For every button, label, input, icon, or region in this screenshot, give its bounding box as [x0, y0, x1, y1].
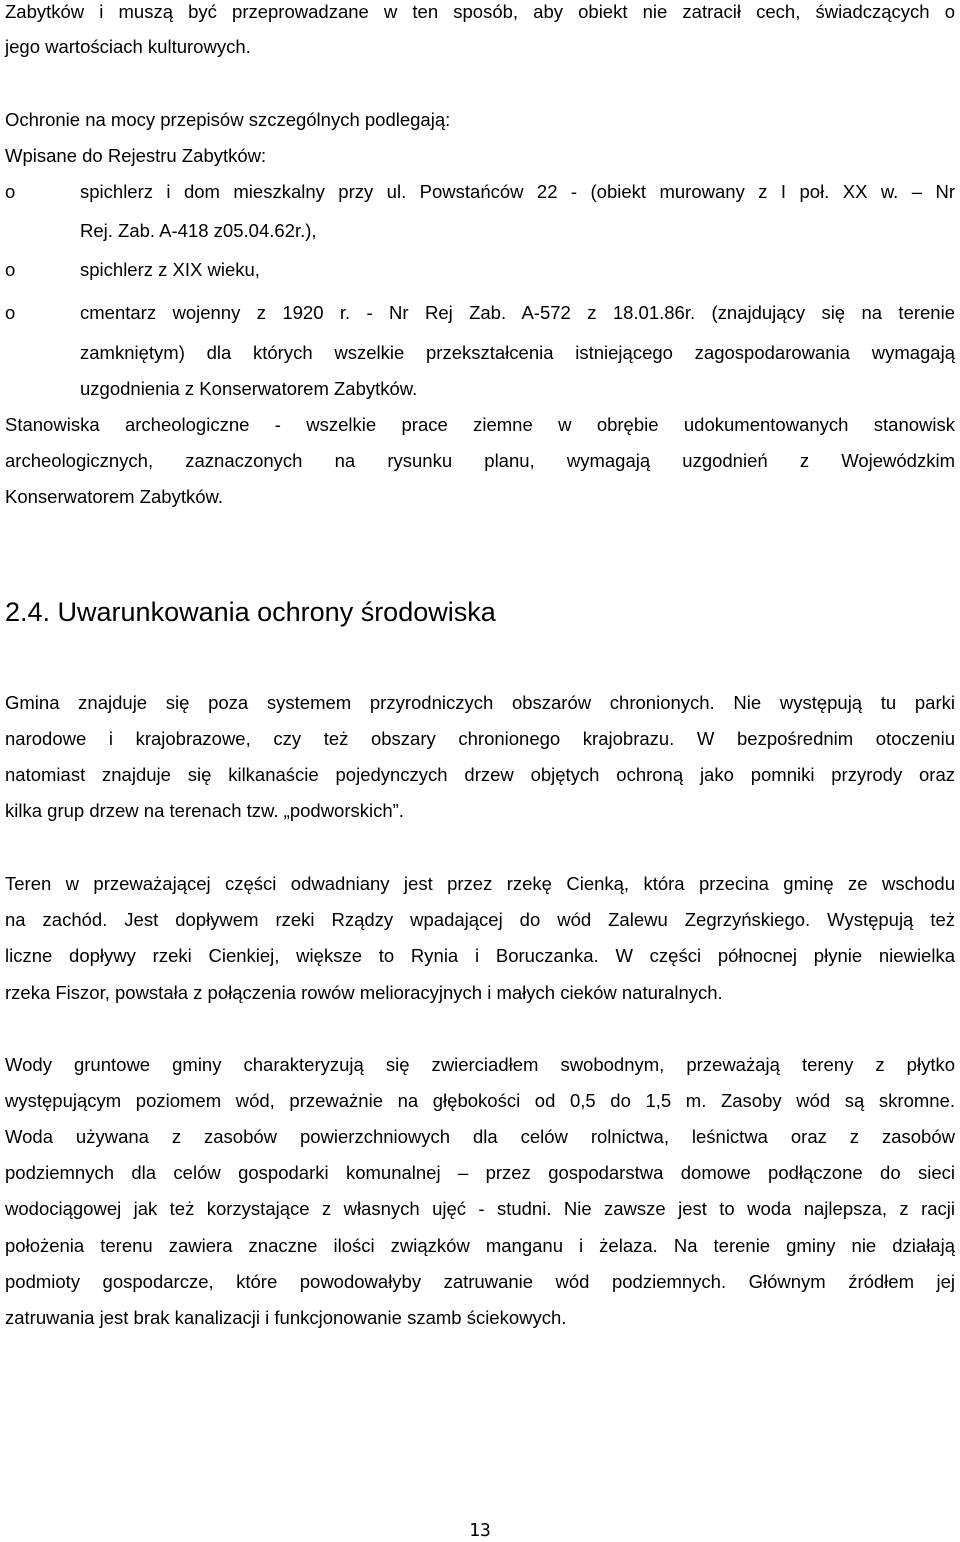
- p1-line-1: Gmina znajduje się poza systemem przyrodniczych obszarów chronionych. Nie występują tu parki: [5, 692, 955, 713]
- p1-line-3: natomiast znajduje się kilkanaście pojedynczych drzew objętych ochroną jako pomniki przyrody oraz: [5, 764, 955, 785]
- bullet-marker: o: [5, 259, 16, 280]
- p3-line-8: zatruwania jest brak kanalizacji i funkcjonowanie szamb ściekowych.: [5, 1307, 567, 1328]
- p3-line-7: podmioty gospodarcze, które powodowałyby zatruwanie wód podziemnych. Głównym źródłem jej: [5, 1271, 955, 1292]
- intro-line-2: jego wartościach kulturowych.: [5, 36, 251, 57]
- p3-line-2: występującym poziomem wód, przeważnie na głębokości od 0,5 do 1,5 m. Zasoby wód są skromne.: [5, 1090, 955, 1111]
- bullet-3-line-1: cmentarz wojenny z 1920 r. - Nr Rej Zab. A-572 z 18.01.86r. (znajdujący się na terenie: [80, 302, 955, 323]
- p2-line-3: liczne dopływy rzeki Cienkiej, większe to Rynia i Boruczanka. W części północnej płynie niewielka: [5, 945, 955, 966]
- bullet-1-line-2: Rej. Zab. A-418 z05.04.62r.),: [80, 220, 317, 241]
- archeology-line-1: Stanowiska archeologiczne - wszelkie prace ziemne w obrębie udokumentowanych stanowisk: [5, 414, 955, 435]
- bullet-marker: o: [5, 302, 16, 323]
- p3-line-5: wodociągowej jak też korzystające z własnych ujęć - studni. Nie zawsze jest to woda najlepsza, z racji: [5, 1198, 955, 1219]
- section-heading: 2.4. Uwarunkowania ochrony środowiska: [5, 597, 496, 627]
- p2-line-4: rzeka Fiszor, powstała z połączenia rowów melioracyjnych i małych cieków naturalnych.: [5, 982, 723, 1003]
- p3-line-1: Wody gruntowe gminy charakteryzują się zwierciadłem swobodnym, przeważają tereny z płytko: [5, 1054, 955, 1075]
- p1-line-2: narodowe i krajobrazowe, czy też obszary chronionego krajobrazu. W bezpośrednim otoczeniu: [5, 728, 955, 749]
- bullet-2: spichlerz z XIX wieku,: [80, 259, 260, 280]
- p3-line-6: położenia terenu zawiera znaczne ilości związków manganu i żelaza. Na terenie gminy nie działają: [5, 1235, 955, 1256]
- p1-line-4: kilka grup drzew na terenach tzw. „podworskich”.: [5, 800, 404, 821]
- archeology-line-3: Konserwatorem Zabytków.: [5, 486, 223, 507]
- archeology-line-2: archeologicznych, zaznaczonych na rysunku planu, wymagają uzgodnień z Wojewódzkim: [5, 450, 955, 471]
- bullet-marker: o: [5, 181, 16, 202]
- bullet-3-line-3: uzgodnienia z Konserwatorem Zabytków.: [80, 378, 418, 399]
- p2-line-1: Teren w przeważającej części odwadniany jest przez rzekę Cienką, która przecina gminę ze wschodu: [5, 873, 955, 894]
- p2-line-2: na zachód. Jest dopływem rzeki Rządzy wpadającej do wód Zalewu Zegrzyńskiego. Występują też: [5, 909, 955, 930]
- bullet-1-line-1: spichlerz i dom mieszkalny przy ul. Powstańców 22 - (obiekt murowany z I poł. XX w. – Nr: [80, 181, 955, 202]
- p3-line-4: podziemnych dla celów gospodarki komunalnej – przez gospodarstwa domowe podłączone do sieci: [5, 1162, 955, 1183]
- p3-line-3: Woda używana z zasobów powierzchniowych dla celów rolnictwa, leśnictwa oraz z zasobów: [5, 1126, 955, 1147]
- protection-intro: Ochronie na mocy przepisów szczególnych podlegają:: [5, 109, 451, 130]
- register-label: Wpisane do Rejestru Zabytków:: [5, 145, 267, 166]
- page-number: 13: [469, 1520, 491, 1541]
- intro-line-1: Zabytków i muszą być przeprowadzane w ten sposób, aby obiekt nie zatracił cech, świadczących o: [5, 1, 955, 22]
- bullet-3-line-2: zamkniętym) dla których wszelkie przekształcenia istniejącego zagospodarowania wymagają: [80, 342, 955, 363]
